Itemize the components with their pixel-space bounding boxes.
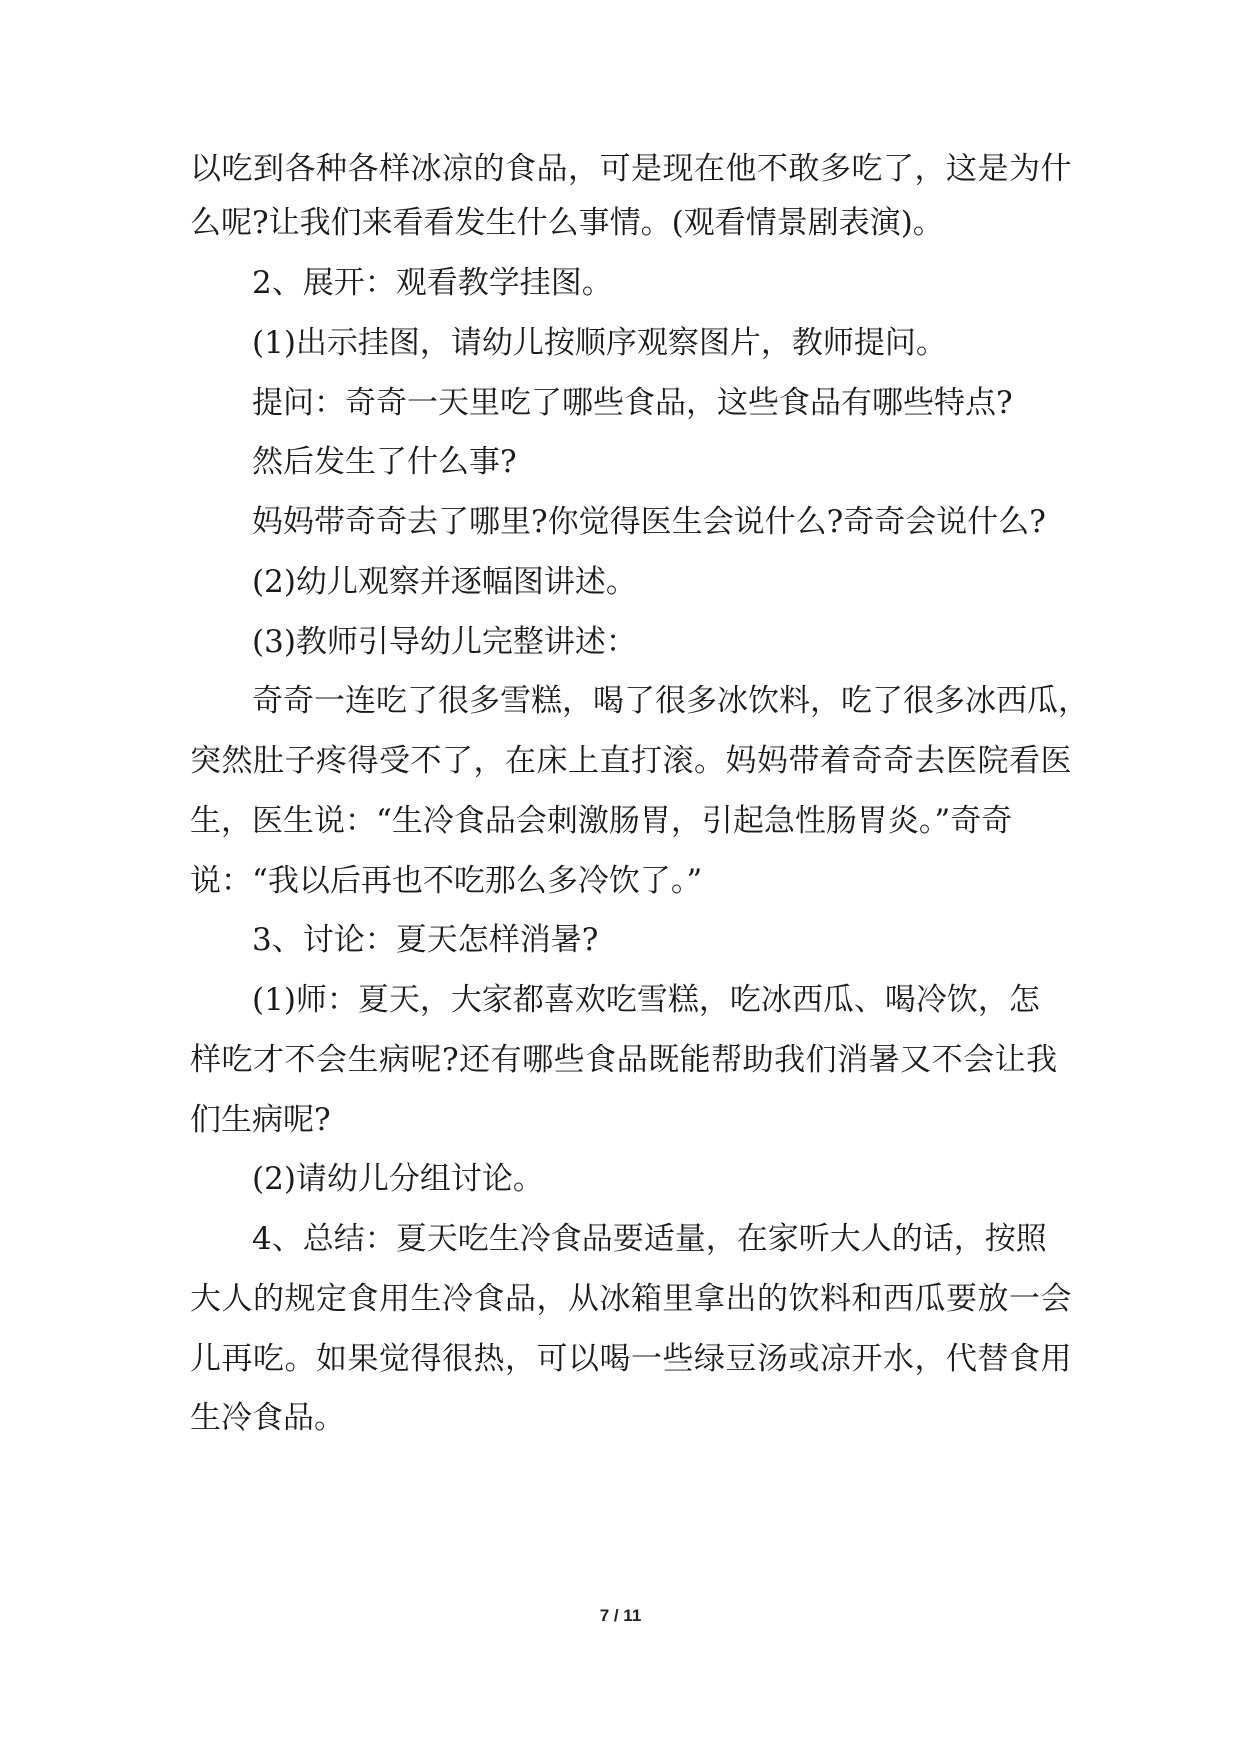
body-line: (1)出示挂图，请幼儿按顺序观察图片，教师提问。 (252, 325, 947, 361)
body-line: (2)幼儿观察并逐幅图讲述。 (252, 564, 637, 600)
body-line: 提问：奇奇一天里吃了哪些食品，这些食品有哪些特点? (252, 385, 1013, 421)
body-line: 生冷食品。 (190, 1400, 345, 1436)
section-heading: 2、展开：观看教学挂图。 (252, 265, 613, 301)
body-line: 奇奇一连吃了很多雪糕，喝了很多冰饮料，吃了很多冰西瓜， (252, 683, 1089, 719)
body-line: 妈妈带奇奇去了哪里?你觉得医生会说什么?奇奇会说什么? (252, 504, 1046, 540)
body-line: 突然肚子疼得受不了，在床上直打滚。妈妈带着奇奇去医院看医 (190, 743, 1072, 779)
body-line: 然后发生了什么事? (252, 444, 517, 480)
body-line: 大人的规定食用生冷食品，从冰箱里拿出的饮料和西瓜要放一会 (190, 1281, 1072, 1317)
body-line: 么呢?让我们来看看发生什么事情。(观看情景剧表演)。 (190, 205, 944, 241)
body-line: 们生病呢? (190, 1102, 331, 1138)
section-heading: 4、总结：夏天吃生冷食品要适量，在家听大人的话，按照 (252, 1221, 1047, 1257)
body-line: 样吃才不会生病呢?还有哪些食品既能帮助我们消暑又不会让我 (190, 1042, 1058, 1078)
body-line: (1)师：夏天，大家都喜欢吃雪糕，吃冰西瓜、喝冷饮，怎 (252, 982, 1040, 1018)
body-line: (2)请幼儿分组讨论。 (252, 1161, 544, 1197)
page-number: 7 / 11 (599, 1606, 642, 1625)
body-line: 儿再吃。如果觉得很热，可以喝一些绿豆汤或凉开水，代替食用 (190, 1341, 1072, 1377)
section-heading: 3、讨论：夏天怎样消暑? (252, 922, 599, 958)
body-line: 以吃到各种各样冰凉的食品，可是现在他不敢多吃了，这是为什 (190, 151, 1072, 187)
body-line: 生，医生说：“生冷食品会刺激肠胃，引起急性肠胃炎。”奇奇 (190, 803, 1013, 839)
body-line: 说：“我以后再也不吃那么多冷饮了。” (190, 863, 703, 899)
body-line: (3)教师引导幼儿完整讲述： (252, 624, 637, 660)
